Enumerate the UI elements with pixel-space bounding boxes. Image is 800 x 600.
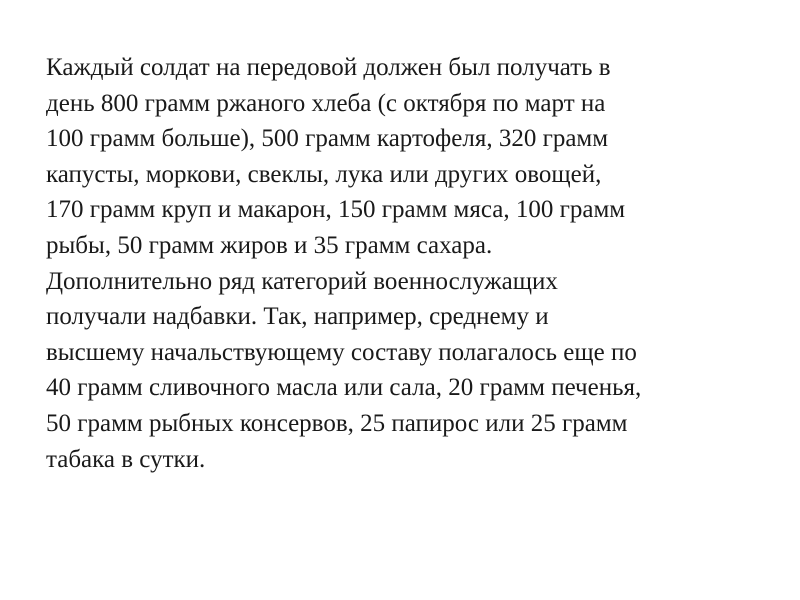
- text-line: высшему начальствующему составу полагалось еще по: [46, 338, 637, 366]
- text-line: 170 грамм круп и макарон, 150 грамм мяса, 100 грамм: [46, 196, 626, 224]
- text-line: получали надбавки. Так, например, среднему и: [46, 303, 549, 331]
- text-line: рыбы, 50 грамм жиров и 35 грамм сахара.: [46, 231, 493, 259]
- body-text: [46, 50, 776, 477]
- text-line: 50 грамм рыбных консервов, 25 папирос или 25 грамм: [46, 409, 628, 437]
- text-line: капусты, моркови, свеклы, лука или других овощей,: [46, 160, 602, 188]
- text-line: 100 грамм больше), 500 грамм картофеля, 320 грамм: [46, 125, 609, 153]
- text-line: 40 грамм сливочного масла или сала, 20 грамм печенья,: [46, 374, 642, 402]
- text-line: табака в сутки.: [46, 445, 206, 473]
- text-line: Каждый солдат на передовой должен был получать в: [46, 54, 611, 81]
- text-line: Дополнительно ряд категорий военнослужащих: [46, 267, 558, 295]
- text-line: день 800 грамм ржаного хлеба (с октября по март на: [46, 89, 606, 117]
